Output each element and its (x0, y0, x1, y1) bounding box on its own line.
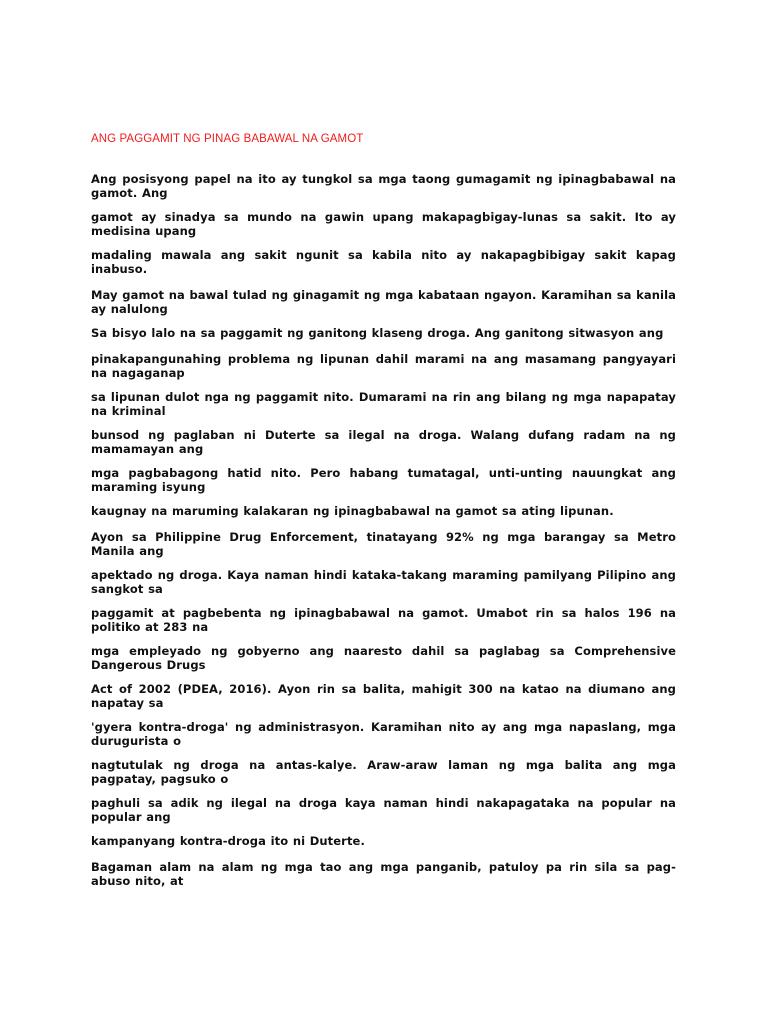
document-body (91, 172, 676, 898)
paragraph: mga empleyado ng gobyerno ang naaresto dahil sa paglabag sa Comprehensive Dangerous Drugs (91, 644, 676, 672)
document-title: ANG PAGGAMIT NG PINAG BABAWAL NA GAMOT (91, 133, 364, 145)
paragraph: nagtutulak ng droga na antas-kalye. Araw-araw laman ng mga balita ang mga pagpatay, pagsuko o (91, 758, 676, 786)
paragraph: paghuli sa adik ng ilegal na droga kaya naman hindi nakapagataka na popular na popular ang (91, 796, 676, 824)
paragraph: bunsod ng paglaban ni Duterte sa ilegal na droga. Walang dufang radam na ng mamamayan ang (91, 428, 676, 456)
paragraph: sa lipunan dulot nga ng paggamit nito. Dumarami na rin ang bilang ng mga napapatay na kriminal (91, 390, 676, 418)
paragraph: paggamit at pagbebenta ng ipinagbabawal na gamot. Umabot rin sa halos 196 na politiko at 283 na (91, 606, 676, 634)
paragraph: Act of 2002 (PDEA, 2016). Ayon rin sa balita, mahigit 300 na katao na diumano ang napatay sa (91, 682, 676, 710)
paragraph: 'gyera kontra-droga' ng administrasyon. Karamihan nito ay ang mga napaslang, mga durugurista o (91, 720, 676, 748)
paragraph: gamot ay sinadya sa mundo na gawin upang makapagbigay-lunas sa sakit. Ito ay medisina upang (91, 210, 676, 238)
paragraph: Sa bisyo lalo na sa paggamit ng ganitong klaseng droga. Ang ganitong sitwasyon ang (91, 326, 664, 340)
paragraph: May gamot na bawal tulad ng ginagamit ng mga kabataan ngayon. Karamihan sa kanila ay nalulong (91, 288, 676, 316)
paragraph: pinakapangunahing problema ng lipunan dahil marami na ang masamang pangyayari na nagaganap (91, 352, 676, 380)
paragraph: Ayon sa Philippine Drug Enforcement, tinatayang 92% ng mga barangay sa Metro Manila ang (91, 530, 676, 558)
paragraph: apektado ng droga. Kaya naman hindi kataka-takang maraming pamilyang Pilipino ang sangkot sa (91, 568, 676, 596)
paragraph: Bagaman alam na alam ng mga tao ang mga panganib, patuloy pa rin sila sa pag-abuso nito, at (91, 860, 676, 888)
paragraph: kaugnay na maruming kalakaran ng ipinagbabawal na gamot sa ating lipunan. (91, 504, 614, 518)
paragraph: mga pagbabagong hatid nito. Pero habang tumatagal, unti-unting nauungkat ang maraming isyung (91, 466, 676, 494)
paragraph: kampanyang kontra-droga ito ni Duterte. (91, 834, 365, 848)
paragraph: Ang posisyong papel na ito ay tungkol sa mga taong gumagamit ng ipinagbabawal na gamot. Ang (91, 172, 676, 200)
paragraph: madaling mawala ang sakit ngunit sa kabila nito ay nakapagbibigay sakit kapag inabuso. (91, 248, 676, 276)
